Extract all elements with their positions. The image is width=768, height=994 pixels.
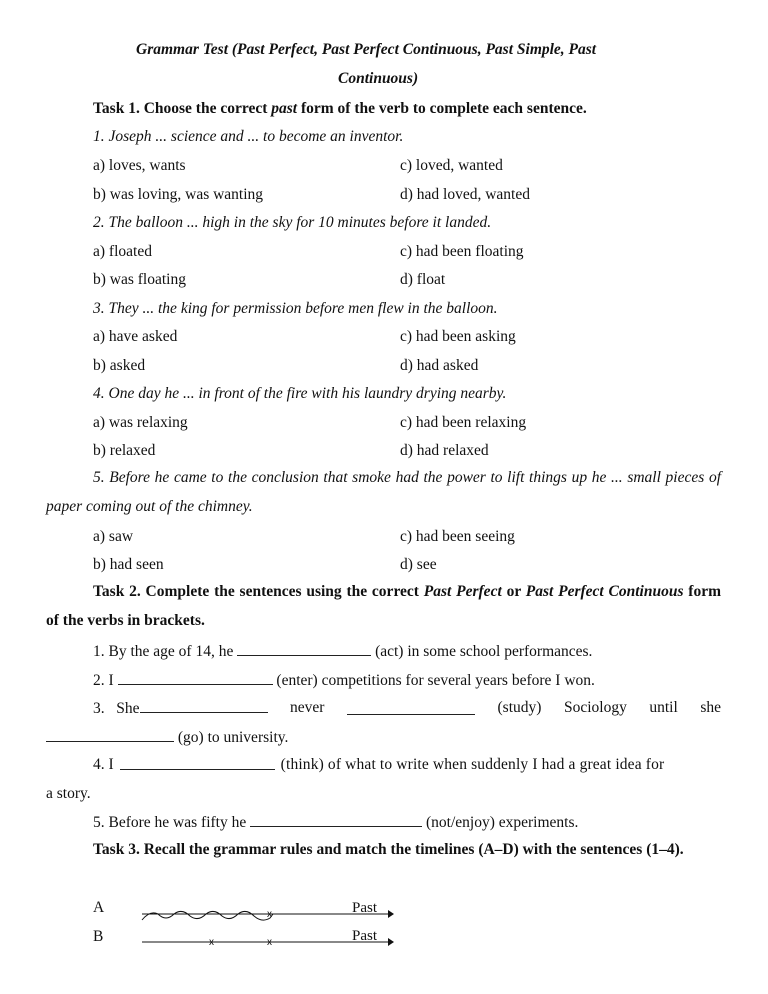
task1-q4-option-a: a) was relaxing	[93, 414, 188, 431]
task1-heading	[93, 99, 587, 119]
task2-s3-text-end: (go) to university.	[177, 729, 289, 746]
task2-s5-text: 5. Before he was fifty he	[93, 814, 247, 831]
task2-s5-blank[interactable]	[250, 812, 422, 827]
task2-s3-verb: (study)	[497, 699, 542, 716]
task2-s3-subject: She	[116, 700, 140, 717]
task2-heading-text-mid: or	[501, 583, 526, 600]
task2-sentence-4	[93, 755, 721, 775]
task2-s3-blank-3[interactable]	[46, 727, 174, 742]
task1-q5-option-c: c) had been seeing	[400, 528, 515, 545]
task2-s3-until: until	[649, 699, 678, 716]
task2-s5-text-end: (not/enjoy) experiments.	[425, 814, 579, 831]
task2-s3-blank-1[interactable]	[140, 698, 268, 713]
task1-q1-option-a: a) loves, wants	[93, 157, 186, 174]
task1-question-2: 2. The balloon ... high in the sky for 10 minutes before it landed.	[93, 214, 492, 231]
task2-s2-blank[interactable]	[118, 670, 273, 685]
timeline-b-axis-label: Past	[352, 928, 378, 944]
timeline-b-label: B	[93, 928, 104, 945]
task2-heading-text: Task 2. Complete the sentences using the correct	[93, 583, 424, 600]
task1-heading-emphasis: past	[271, 100, 298, 117]
task1-q3-option-b: b) asked	[93, 357, 146, 374]
task2-s2-text: 2. I	[93, 672, 114, 689]
timeline-b-event-mark-2: x	[267, 937, 272, 948]
task1-q2-option-c: c) had been floating	[400, 243, 524, 260]
task1-q3-option-d: d) had asked	[400, 357, 479, 374]
task2-s1-blank[interactable]	[237, 641, 371, 656]
task2-s1-text-end: (act) in some school performances.	[375, 643, 593, 660]
document-title-line-2: Continuous)	[338, 70, 419, 87]
task2-sentence-1	[93, 641, 592, 662]
task1-q5-option-d: d) see	[400, 556, 437, 573]
task1-q4-option-b: b) relaxed	[93, 442, 156, 459]
task2-sentence-3	[93, 698, 721, 719]
task2-s4-text-end: (think) of what to write when suddenly I had a great idea for	[280, 756, 665, 773]
task1-q5-option-a: a) saw	[93, 528, 134, 545]
task1-q1-option-c: c) loved, wanted	[400, 157, 503, 174]
task1-q3-option-c: c) had been asking	[400, 328, 516, 345]
task2-sentence-4-cont: a story.	[46, 785, 91, 802]
task2-s3-object: Sociology	[563, 699, 627, 716]
task2-s1-text: 1. By the age of 14, he	[93, 643, 234, 660]
task2-heading	[46, 578, 721, 635]
task1-question-5: 5. Before he came to the conclusion that smoke had the power to lift things up he ... small pieces of paper coming out of the chimney.	[46, 469, 721, 515]
task1-question-1: 1. Joseph ... science and ... to become an inventor.	[93, 128, 404, 145]
task2-sentence-5	[93, 812, 578, 833]
task2-s4-text: 4. I	[93, 756, 114, 773]
task2-s2-text-end: (enter) competitions for several years before I won.	[276, 672, 595, 689]
task2-s3-start	[93, 698, 268, 719]
timeline-b-diagram	[130, 924, 400, 954]
task2-heading-emphasis-1: Past Perfect	[423, 583, 502, 600]
task1-q2-option-d: d) float	[400, 271, 446, 288]
task1-heading-text: Task 1. Choose the correct	[93, 100, 272, 117]
document-title-line-1: Grammar Test (Past Perfect, Past Perfect Continuous, Past Simple, Past	[136, 41, 597, 58]
task2-heading-text-end: form of the verbs in brackets.	[46, 583, 721, 629]
task1-q4-option-d: d) had relaxed	[400, 442, 489, 459]
task1-q4-option-c: c) had been relaxing	[400, 414, 527, 431]
task2-s3-she: she	[700, 699, 721, 716]
task2-sentence-3-cont	[46, 727, 288, 748]
task1-q1-option-d: d) had loved, wanted	[400, 186, 530, 203]
timeline-a-diagram	[130, 896, 400, 926]
timeline-a-label: A	[93, 899, 105, 916]
timeline-a-axis-label: Past	[352, 900, 378, 916]
task2-sentence-2	[93, 670, 595, 691]
task1-q2-option-b: b) was floating	[93, 271, 186, 288]
task2-s3-number: 3.	[93, 700, 105, 717]
task1-q5-option-b: b) had seen	[93, 556, 164, 573]
task1-q3-option-a: a) have asked	[93, 328, 178, 345]
task3-heading: Task 3. Recall the grammar rules and match the timelines (A–D) with the sentences (1–4).	[93, 841, 684, 858]
task1-question-3: 3. They ... the king for permission before men flew in the balloon.	[93, 300, 498, 317]
task2-s4-blank[interactable]	[120, 755, 275, 770]
task2-heading-emphasis-2: Past Perfect Continuous	[525, 583, 684, 600]
task1-q2-option-a: a) floated	[93, 243, 152, 260]
task1-q1-option-b: b) was loving, was wanting	[93, 186, 264, 203]
timeline-a-event-mark: x	[267, 909, 272, 920]
task2-s3-never: never	[290, 699, 325, 716]
task1-heading-text-end: form of the verb to complete each sentence.	[297, 100, 587, 117]
timeline-b-event-mark-1: x	[209, 937, 214, 948]
task2-s3-blank-2[interactable]	[347, 700, 475, 715]
task1-question-4: 4. One day he ... in front of the fire with his laundry drying nearby.	[93, 385, 507, 402]
